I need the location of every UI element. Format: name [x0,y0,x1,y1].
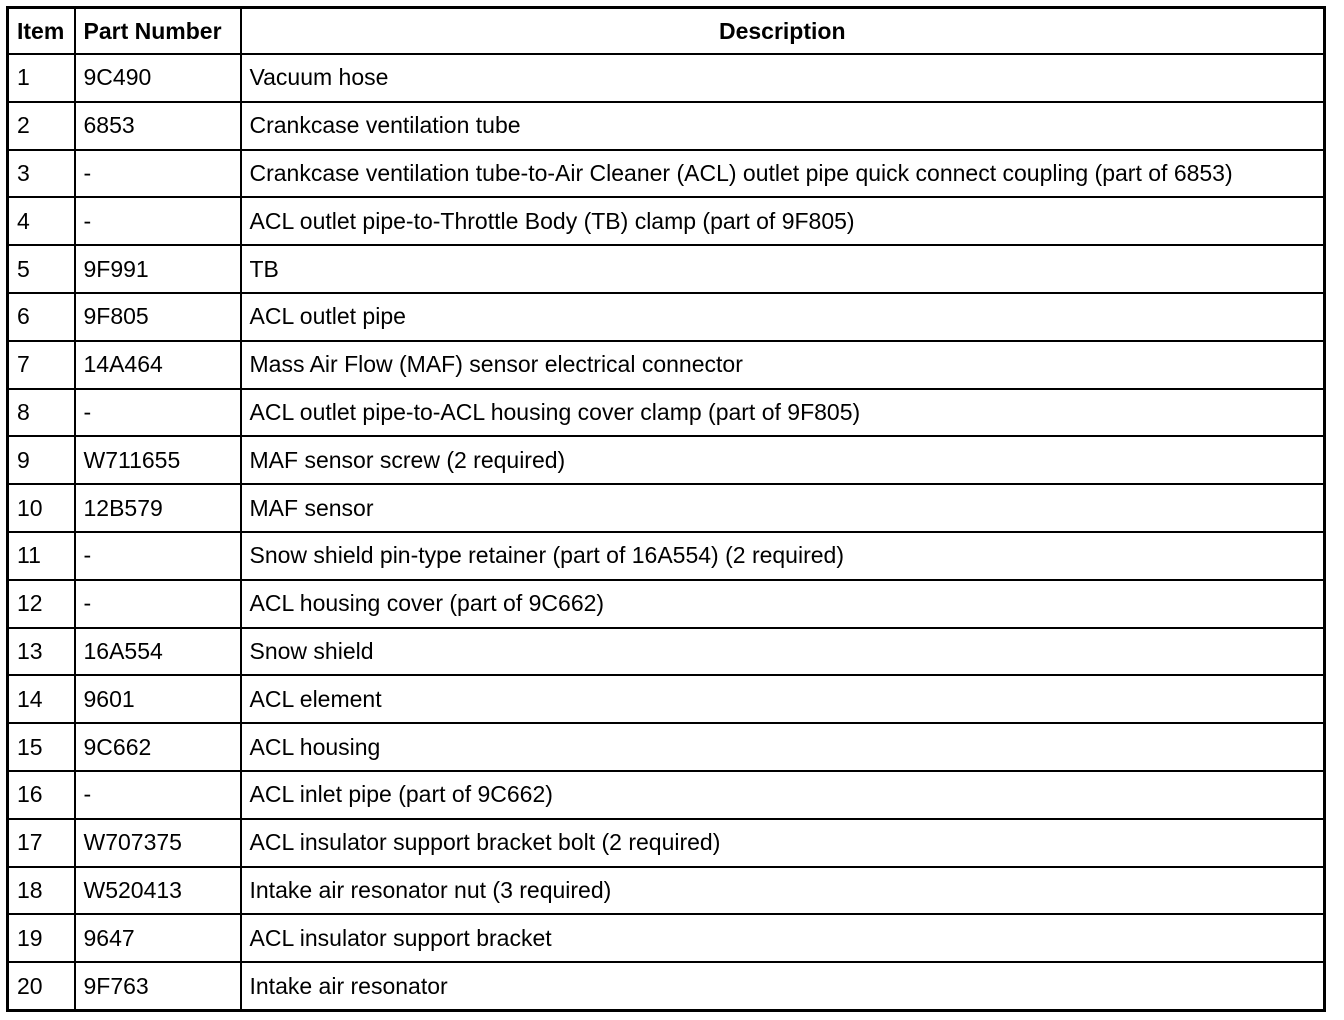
cell-item: 5 [8,245,75,293]
cell-description: TB [241,245,1325,293]
table-row [8,102,1325,150]
cell-part-number: - [75,389,241,437]
cell-description: ACL housing [241,723,1325,771]
table-row [8,341,1325,389]
table-row [8,819,1325,867]
cell-description: ACL inlet pipe (part of 9C662) [241,771,1325,819]
cell-part-number: W707375 [75,819,241,867]
cell-part-number: 6853 [75,102,241,150]
cell-item: 15 [8,723,75,771]
cell-item: 3 [8,150,75,198]
cell-part-number: - [75,197,241,245]
table-row [8,867,1325,915]
cell-description: ACL outlet pipe-to-ACL housing cover clamp (part of 9F805) [241,389,1325,437]
cell-item: 6 [8,293,75,341]
cell-item: 1 [8,54,75,102]
cell-part-number: 16A554 [75,628,241,676]
cell-description: Intake air resonator nut (3 required) [241,867,1325,915]
table-row [8,150,1325,198]
table-row [8,245,1325,293]
cell-description: ACL element [241,675,1325,723]
cell-item: 16 [8,771,75,819]
column-header-description: Description [241,8,1325,55]
column-header-item: Item [8,8,75,55]
cell-description: ACL insulator support bracket [241,914,1325,962]
cell-item: 14 [8,675,75,723]
cell-description: MAF sensor [241,484,1325,532]
cell-description: Snow shield pin-type retainer (part of 16A554) (2 required) [241,532,1325,580]
cell-part-number: 9F991 [75,245,241,293]
cell-description: Snow shield [241,628,1325,676]
table-row [8,436,1325,484]
table-row [8,197,1325,245]
cell-part-number: 9F805 [75,293,241,341]
cell-part-number: 9F763 [75,962,241,1010]
table-row [8,389,1325,437]
cell-part-number: 9601 [75,675,241,723]
cell-description: Crankcase ventilation tube-to-Air Cleaner (ACL) outlet pipe quick connect coupling (part of 6853) [241,150,1325,198]
cell-description: Intake air resonator [241,962,1325,1010]
cell-item: 2 [8,102,75,150]
cell-part-number: 9C662 [75,723,241,771]
cell-item: 7 [8,341,75,389]
cell-item: 20 [8,962,75,1010]
cell-part-number: W711655 [75,436,241,484]
cell-item: 19 [8,914,75,962]
parts-table [6,6,1326,1012]
table-row [8,675,1325,723]
table-row [8,628,1325,676]
table-row [8,723,1325,771]
table-row [8,962,1325,1010]
cell-item: 8 [8,389,75,437]
cell-part-number: W520413 [75,867,241,915]
column-header-part-number: Part Number [75,8,241,55]
cell-description: MAF sensor screw (2 required) [241,436,1325,484]
table-row [8,580,1325,628]
cell-description: ACL insulator support bracket bolt (2 required) [241,819,1325,867]
cell-item: 13 [8,628,75,676]
cell-description: Vacuum hose [241,54,1325,102]
cell-part-number: 14A464 [75,341,241,389]
cell-description: Mass Air Flow (MAF) sensor electrical connector [241,341,1325,389]
table-row [8,532,1325,580]
cell-item: 11 [8,532,75,580]
cell-item: 12 [8,580,75,628]
cell-part-number: - [75,580,241,628]
cell-part-number: 9647 [75,914,241,962]
cell-description: Crankcase ventilation tube [241,102,1325,150]
table-row [8,914,1325,962]
table-header-row [8,8,1325,55]
cell-description: ACL housing cover (part of 9C662) [241,580,1325,628]
cell-item: 17 [8,819,75,867]
cell-description: ACL outlet pipe-to-Throttle Body (TB) clamp (part of 9F805) [241,197,1325,245]
cell-item: 4 [8,197,75,245]
cell-item: 9 [8,436,75,484]
cell-item: 18 [8,867,75,915]
cell-item: 10 [8,484,75,532]
cell-description: ACL outlet pipe [241,293,1325,341]
cell-part-number: - [75,532,241,580]
cell-part-number: - [75,771,241,819]
table-row [8,771,1325,819]
table-row [8,293,1325,341]
cell-part-number: 9C490 [75,54,241,102]
table-row [8,484,1325,532]
table-row [8,54,1325,102]
cell-part-number: 12B579 [75,484,241,532]
cell-part-number: - [75,150,241,198]
